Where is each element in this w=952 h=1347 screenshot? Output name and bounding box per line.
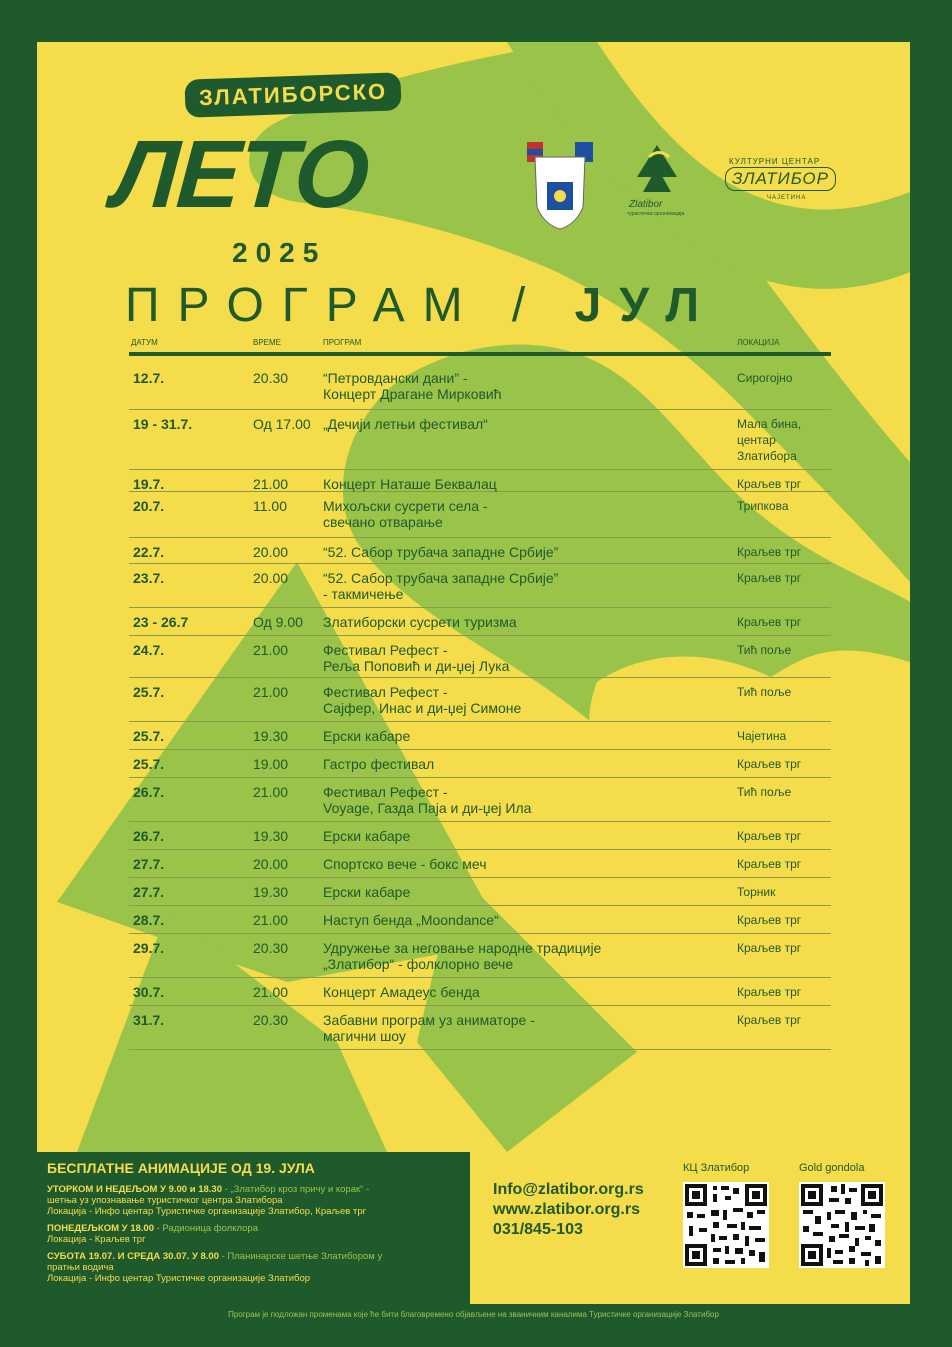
qr-code-icon[interactable] xyxy=(799,1182,885,1268)
table-row xyxy=(129,1006,831,1050)
event-program: Златиборски сусрети туризма xyxy=(323,614,517,630)
animations-list xyxy=(47,1184,460,1284)
event-location: Сирогојно xyxy=(737,371,793,385)
event-date: 24.7. xyxy=(133,642,165,658)
event-time: 19.30 xyxy=(253,828,289,844)
col-time-header: ВРЕМЕ xyxy=(253,338,282,347)
event-location: Краљев трг xyxy=(737,545,802,559)
contact-email[interactable]: Info@zlatibor.org.rs xyxy=(493,1181,644,1198)
event-location: Чајетина xyxy=(737,729,787,743)
animation-when: УТОРКОМ И НЕДЕЉОМ У 9.00 и 18.30 xyxy=(47,1184,222,1195)
table-row xyxy=(129,778,831,822)
month: ЈУЛ xyxy=(574,279,718,332)
cultural-center-top: КУЛТУРНИ ЦЕНТАР xyxy=(729,157,821,166)
event-location: Краљев трг xyxy=(737,857,802,871)
event-date: 23 - 26.7 xyxy=(133,614,189,630)
events-table xyxy=(129,364,831,1050)
table-row xyxy=(129,364,831,410)
event-time: 21.00 xyxy=(253,684,289,700)
event-time: 19.30 xyxy=(253,728,289,744)
event-program: Ерски кабаре xyxy=(323,728,411,744)
event-time: Од 9.00 xyxy=(253,614,303,630)
event-program: Ерски кабаре xyxy=(323,828,411,844)
event-location: Тић поље xyxy=(737,785,792,799)
cultural-center-name: ЗЛАТИБОР xyxy=(725,167,836,191)
event-program: Гастро фестивал xyxy=(323,756,435,772)
event-date: 26.7. xyxy=(133,828,165,844)
event-time: 20.00 xyxy=(253,856,289,872)
animation-item xyxy=(47,1251,460,1284)
event-location: Краљев трг xyxy=(737,913,802,927)
animation-what: - „Златибор кроз причу и корак“ - xyxy=(221,1184,370,1195)
footer-note: Програм је подложан променама које ће бити благовремено објављене на званичним каналима Туристичке организације Златибор xyxy=(228,1310,719,1319)
event-program: Фестивал Рефест - Реља Поповић и ди-џеј Лука xyxy=(323,642,510,674)
event-program: Концерт Наташе Беквалац xyxy=(323,476,497,492)
tourism-org-name: Zlatibor xyxy=(629,199,663,210)
qr-code-icon[interactable] xyxy=(683,1182,769,1268)
event-date: 27.7. xyxy=(133,884,165,900)
event-program: Спортско вече - бокс меч xyxy=(323,856,487,872)
event-location: Тић поље xyxy=(737,685,792,699)
program-label: ПРОГРАМ / xyxy=(125,279,575,332)
animation-item xyxy=(47,1223,460,1245)
event-date: 25.7. xyxy=(133,728,165,744)
event-time: 21.00 xyxy=(253,784,289,800)
logos xyxy=(517,137,847,237)
table-row xyxy=(129,750,831,778)
table-row xyxy=(129,492,831,538)
event-location: Краљев трг xyxy=(737,477,802,491)
event-program: Михољски сусрети села - свечано отварање xyxy=(323,498,488,530)
event-program: Забавни програм уз аниматоре - магични шоу xyxy=(323,1012,535,1044)
animation-when: ПОНЕДЕЉКОМ У 18.00 xyxy=(47,1223,154,1234)
event-program: Удружење за неговање народне традиције „Златибор“ - фолклорно вече xyxy=(323,940,602,972)
event-date: 25.7. xyxy=(133,756,165,772)
event-date: 20.7. xyxy=(133,498,165,514)
event-location: Краљев трг xyxy=(737,615,802,629)
table-row xyxy=(129,878,831,906)
event-program: Концерт Амадеус бенда xyxy=(323,984,480,1000)
contact-block xyxy=(493,1180,644,1240)
event-location: Трипкова xyxy=(737,499,789,513)
main-title: ЛЕТО xyxy=(109,121,371,228)
animations-box xyxy=(37,1152,470,1304)
event-time: 20.00 xyxy=(253,570,289,586)
animation-detail1: Локација - Краљев трг xyxy=(47,1234,146,1245)
event-program: Фестивал Рефест - Сајфер, Инас и ди-џеј Симоне xyxy=(323,684,522,716)
event-date: 27.7. xyxy=(133,856,165,872)
event-date: 28.7. xyxy=(133,912,165,928)
event-time: 20.30 xyxy=(253,1012,289,1028)
table-row xyxy=(129,850,831,878)
event-time: 11.00 xyxy=(253,498,287,514)
event-location: Краљев трг xyxy=(737,1013,802,1027)
event-time: 19.30 xyxy=(253,884,289,900)
year: 2025 xyxy=(232,237,327,268)
event-time: 21.00 xyxy=(253,642,289,658)
animation-detail1: шетња уз упознавање туристичког центра Златибора xyxy=(47,1195,283,1206)
cultural-center-sub: ЧАЈЕТИНА xyxy=(767,195,807,201)
table-row xyxy=(129,636,831,678)
event-time: 20.30 xyxy=(253,940,289,956)
event-date: 22.7. xyxy=(133,544,165,560)
header-badge: ЗЛАТИБОРСКО xyxy=(184,72,401,118)
event-date: 30.7. xyxy=(133,984,165,1000)
table-row xyxy=(129,470,831,492)
table-row xyxy=(129,934,831,978)
event-date: 19.7. xyxy=(133,476,165,492)
animation-detail2: Локација - Инфо центар Туристичке организације Златибор xyxy=(47,1273,311,1284)
header-rule xyxy=(129,352,831,356)
event-date: 19 - 31.7. xyxy=(133,416,193,432)
poster xyxy=(37,42,910,1319)
event-location: Краљев трг xyxy=(737,941,802,955)
event-program: Фестивал Рефест - Voyage, Газда Паја и ди-џеј Ила xyxy=(323,784,532,816)
table-row xyxy=(129,608,831,636)
animation-what: - Планинарске шетње Златибором у xyxy=(218,1251,383,1262)
event-time: 21.00 xyxy=(253,912,289,928)
contact-web[interactable]: www.zlatibor.org.rs xyxy=(493,1201,640,1218)
table-row xyxy=(129,978,831,1006)
animations-title: БЕСПЛАТНЕ АНИМАЦИЈЕ ОД 19. ЈУЛА xyxy=(47,1160,315,1176)
event-location: Краљев трг xyxy=(737,571,802,585)
table-row xyxy=(129,410,831,470)
event-program: „Дечији летњи фестивал“ xyxy=(323,416,488,432)
table-row xyxy=(129,678,831,722)
event-date: 31.7. xyxy=(133,1012,165,1028)
animation-item xyxy=(47,1184,460,1217)
event-program: “52. Сабор трубача западне Србије” - такмичење xyxy=(323,570,559,602)
event-date: 25.7. xyxy=(133,684,165,700)
event-location: Тић поље xyxy=(737,643,792,657)
table-row xyxy=(129,538,831,564)
table-row xyxy=(129,906,831,934)
event-location: Краљев трг xyxy=(737,829,802,843)
table-row xyxy=(129,822,831,850)
event-location: Мала бина, центар Златибора xyxy=(737,417,802,463)
col-date-header: ДАТУМ xyxy=(131,338,158,347)
col-program-header: ПРОГРАМ xyxy=(323,338,362,347)
event-location: Краљев трг xyxy=(737,757,802,771)
animation-detail2: Локација - Инфо центар Туристичке организације Златибор, Краљев трг xyxy=(47,1206,367,1217)
qr-label-kc: КЦ Златибор xyxy=(683,1162,750,1174)
event-program: “52. Сабор трубача западне Србије” xyxy=(323,544,559,560)
table-row xyxy=(129,564,831,608)
tourism-org-sub: туристичка организација xyxy=(627,211,685,217)
contact-phone[interactable]: 031/845-103 xyxy=(493,1221,583,1238)
event-time: 20.00 xyxy=(253,544,289,560)
event-program: Ерски кабаре xyxy=(323,884,411,900)
animation-when: СУБОТА 19.07. И СРЕДА 30.07. У 8.00 xyxy=(47,1251,219,1262)
event-time: 20.30 xyxy=(253,370,289,386)
event-time: 21.00 xyxy=(253,984,289,1000)
event-date: 12.7. xyxy=(133,370,165,386)
qr-label-gondola: Gold gondola xyxy=(799,1162,865,1174)
event-program: “Петровдански дани” - Концерт Драгане Мирковић xyxy=(323,370,502,402)
event-time: 19.00 xyxy=(253,756,289,772)
event-time: 21.00 xyxy=(253,476,289,492)
col-location-header: ЛОКАЦИЈА xyxy=(737,338,780,347)
event-time: Од 17.00 xyxy=(253,416,311,432)
event-program: Наступ бенда „Moondance“ xyxy=(323,912,499,928)
program-title xyxy=(125,278,717,333)
animation-what: - Радионица фолклора xyxy=(153,1223,258,1234)
table-row xyxy=(129,722,831,750)
event-date: 23.7. xyxy=(133,570,165,586)
animation-detail1: пратњи водича xyxy=(47,1262,114,1273)
event-date: 29.7. xyxy=(133,940,165,956)
event-location: Краљев трг xyxy=(737,985,802,999)
event-location: Торник xyxy=(737,885,776,899)
event-date: 26.7. xyxy=(133,784,165,800)
